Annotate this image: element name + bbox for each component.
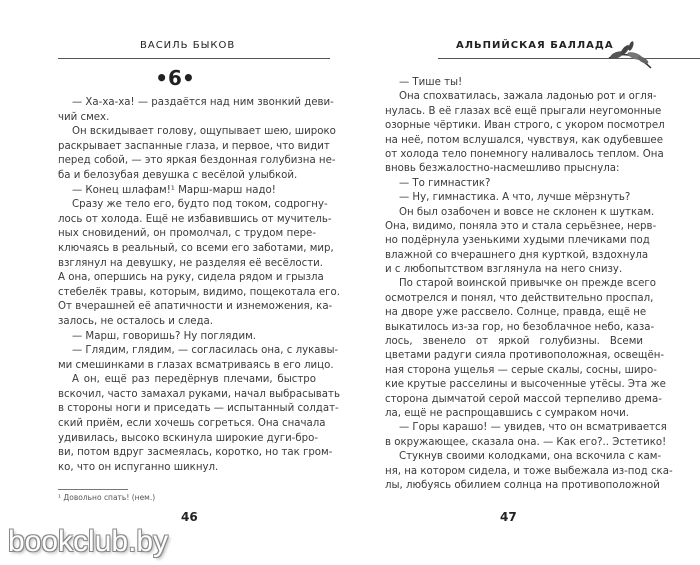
text-line: От вчерашней её апатичности и изнеможения, ка- <box>58 301 333 313</box>
text-line: удивилась, высоко вскинула широкие дуги-бро- <box>58 432 319 444</box>
text-line: А он, ещё раз передёрнув плечами, быстро <box>72 374 316 386</box>
footnote: ¹ Довольно спать! (нем.) <box>58 493 156 502</box>
text-line: — Тише ты! <box>399 77 463 88</box>
text-line: кие крутые расселины и высоченные утёсы. Эта же <box>385 379 666 391</box>
text-line: ных сновидений, он промолчал, с трудом пере- <box>58 228 316 240</box>
text-line: залось, не осталось и следа. <box>58 315 214 327</box>
text-line: Она, видимо, поняла это и стала серьёзнее, нерв- <box>385 220 657 232</box>
body-text <box>385 76 673 493</box>
text-line: взглянул на девушку, не разделяя её весёлости. <box>58 257 323 269</box>
text-line: перед собой, — это яркая бездонная голубизна не- <box>58 155 336 167</box>
text-line: вскочил, часто замахал руками, начал выбрасывать <box>58 388 340 400</box>
text-line: ба и белозубая девушка с весёлой улыбкой. <box>58 169 298 181</box>
text-line: — Ну, гимнастика. А что, лучше мёрзнуть? <box>399 192 631 204</box>
text-line: — Конец шлафам!¹ Марш-марш надо! <box>72 184 276 196</box>
text-line: ключаясь в реальный, со всеми его заботами, мир, <box>58 242 334 254</box>
text-line: в окружающее, сказала она. — Как его?.. Эстетико! <box>385 436 667 448</box>
text-line: влажной со вчерашнего дня курткой, вздохнула <box>385 249 649 261</box>
text-line: лы, любуясь обилием солнца на противоположной <box>385 479 660 491</box>
watermark-logo: bookclub.by <box>8 525 169 558</box>
text-line: вновь безжалостно-насмешливо прыснула: <box>385 163 620 175</box>
body-text <box>58 96 341 475</box>
page-number: 46 <box>181 510 198 524</box>
text-line: сторона дымчатой серой массой терпеливо дрема- <box>385 393 662 405</box>
text-line: выкатилось из-за гор, но безоблачное небо, каза- <box>385 321 655 333</box>
text-line: и с любопытством взглянула на него снизу. <box>385 264 623 276</box>
text-line: — Горы карашо! — увидев, что он всматривается <box>399 422 667 434</box>
header-rule <box>438 58 700 59</box>
text-line: на дворе уже рассвело. Солнце, правда, ещё не <box>385 307 647 319</box>
text-line: в стороны ноги и приседать — испытанный солдат- <box>58 403 339 415</box>
text-line: лось, звенело от яркой голубизны. Всеми <box>385 336 643 348</box>
text-line: Он был озабочен и вовсе не склонен к шуткам. <box>399 206 655 218</box>
footnote-rule <box>58 489 128 490</box>
text-line: на неё, потом вслушался, чувствуя, как одубевшее <box>385 134 663 146</box>
text-line: Сразу же тело его, будто под током, содрогну- <box>72 199 328 211</box>
right-page <box>350 0 700 565</box>
text-line: цветами радуги сияла противоположная, освещён- <box>385 350 665 362</box>
text-line: — То гимнастик? <box>399 177 491 189</box>
chapter-number: •6• <box>155 66 195 90</box>
text-line: лось от холода. Ещё не избавившись от мучитель- <box>58 213 332 225</box>
text-line: ко, что он испуганно шикнул. <box>58 461 219 473</box>
text-line: ня, на котором сидела, и тоже выбежала из-под ска- <box>385 465 673 477</box>
text-line: По старой воинской привычке он прежде всего <box>399 278 657 290</box>
page-number: 47 <box>500 510 517 524</box>
text-line: Он вскидывает голову, ощупывает шею, широко <box>72 126 336 138</box>
text-line: ви, потом вдруг засмеялась, коротко, но так гром- <box>58 447 333 459</box>
running-header-title: АЛЬПИЙСКАЯ БАЛЛАДА <box>456 40 614 51</box>
text-line: Стукнув своими колодками, она вскочила с кам- <box>399 451 662 463</box>
text-line: но подёрнула узенькими худыми плечиками под <box>385 235 650 247</box>
text-line: стебелёк травы, которым, видимо, пощекотала его. <box>58 286 341 298</box>
text-line: чий смех. <box>58 111 110 123</box>
header-rule <box>58 58 330 59</box>
text-line: ми смешинками в глазах всматриваясь в его лицо. <box>58 359 334 371</box>
text-line: ная сторона ущелья — серые скалы, сосны, широ- <box>385 364 657 376</box>
text-line: раскрывает заспанные глаза, и первое, что видит <box>58 140 330 152</box>
text-line: ла, ещё не распрощавшись с сумраком ночи. <box>385 407 630 419</box>
text-line: озорные чёртики. Иван строго, с укором посмотрел <box>385 120 665 132</box>
text-line: ский приём, если хочешь согреться. Она сначала <box>58 418 326 430</box>
text-line: Она спохватилась, зажала ладонью рот и огля- <box>399 91 657 103</box>
text-line: осмотрелся и понял, что действительно проспал, <box>385 292 654 304</box>
text-line: — Марш, говоришь? Ну поглядим. <box>72 330 257 342</box>
laurel-branch-icon <box>605 38 655 70</box>
text-line: — Глядим, глядим, — согласилась она, с лукавы- <box>72 345 339 357</box>
text-line: — Ха-ха-ха! — раздаётся над ним звонкий деви- <box>72 97 334 108</box>
running-header-author: ВАСИЛЬ БЫКОВ <box>140 40 236 51</box>
text-line: нулась. В её глазах всё ещё прыгали неугомонные <box>385 105 662 117</box>
text-line: А она, опершись на руку, сидела рядом и грызла <box>58 272 324 284</box>
text-line: от холода тело понемногу наливалось теплом. Она <box>385 148 664 160</box>
